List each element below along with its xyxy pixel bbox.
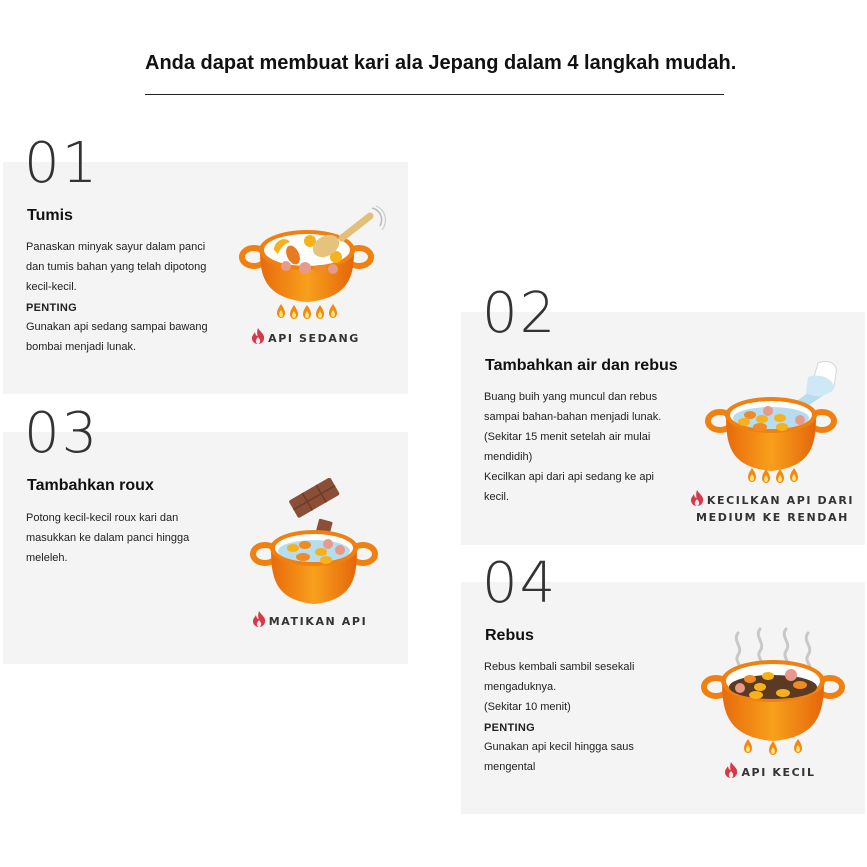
important-line: bombai menjadi lunak. bbox=[26, 341, 137, 353]
step-title-03: Tambahkan roux bbox=[27, 477, 154, 494]
body-line: (Sekitar 15 menit setelah air mulai bbox=[484, 431, 651, 443]
step-body-03 bbox=[26, 508, 236, 568]
heat-label-02: KECILKAN API DARI MEDIUM KE RENDAH bbox=[690, 490, 855, 526]
important-line: Gunakan api kecil hingga saus bbox=[484, 741, 634, 753]
body-line: Buang buih yang muncul dan rebus bbox=[484, 391, 658, 403]
important-line: Gunakan api sedang sampai bawang bbox=[26, 321, 208, 333]
title-divider bbox=[145, 94, 724, 95]
step-number-04: 04 bbox=[482, 551, 558, 616]
body-line: Kecilkan api dari api sedang ke api bbox=[484, 471, 655, 483]
heat-label-03: MATIKAN API bbox=[250, 611, 370, 630]
body-line: Potong kecil-kecil roux kari dan bbox=[26, 512, 179, 524]
step-body-02 bbox=[484, 387, 694, 507]
heat-label-01: API SEDANG bbox=[246, 328, 366, 347]
step-body-01 bbox=[26, 237, 236, 357]
heat-label-04: API KECIL bbox=[713, 762, 828, 781]
step-title-04: Rebus bbox=[485, 627, 534, 644]
flame-icon bbox=[725, 762, 737, 778]
step-body-04 bbox=[484, 657, 694, 777]
body-line: kecil-kecil. bbox=[26, 281, 77, 293]
pot-with-water-pitcher-icon bbox=[700, 355, 850, 485]
step-title-02: Tambahkan air dan rebus bbox=[485, 357, 678, 374]
page-title: Anda dapat membuat kari ala Jepang dalam 4 langkah mudah. bbox=[145, 52, 737, 74]
body-line: mengaduknya. bbox=[484, 681, 557, 693]
body-line: masukkan ke dalam panci hingga bbox=[26, 532, 190, 544]
pot-with-roux-blocks-icon bbox=[245, 478, 385, 608]
body-line: mendidih) bbox=[484, 451, 533, 463]
step-number-02: 02 bbox=[482, 281, 558, 346]
flame-icon bbox=[253, 611, 265, 627]
important-line: mengental bbox=[484, 761, 536, 773]
flame-icon bbox=[691, 490, 703, 506]
simmering-curry-pot-icon bbox=[698, 625, 848, 755]
body-line: kecil. bbox=[484, 491, 510, 503]
body-line: meleleh. bbox=[26, 552, 68, 564]
pot-with-spatula-icon bbox=[238, 200, 388, 320]
important-label: PENTING bbox=[484, 722, 535, 734]
step-number-03: 03 bbox=[24, 401, 100, 466]
body-line: dan tumis bahan yang telah dipotong bbox=[26, 261, 207, 273]
important-label: PENTING bbox=[26, 302, 77, 314]
step-title-01: Tumis bbox=[27, 207, 73, 224]
body-line: sampai bahan-bahan menjadi lunak. bbox=[484, 411, 662, 423]
body-line: (Sekitar 10 menit) bbox=[484, 701, 571, 713]
body-line: Rebus kembali sambil sesekali bbox=[484, 661, 635, 673]
body-line: Panaskan minyak sayur dalam panci bbox=[26, 241, 206, 253]
step-number-01: 01 bbox=[24, 131, 100, 196]
flame-icon bbox=[252, 328, 264, 344]
